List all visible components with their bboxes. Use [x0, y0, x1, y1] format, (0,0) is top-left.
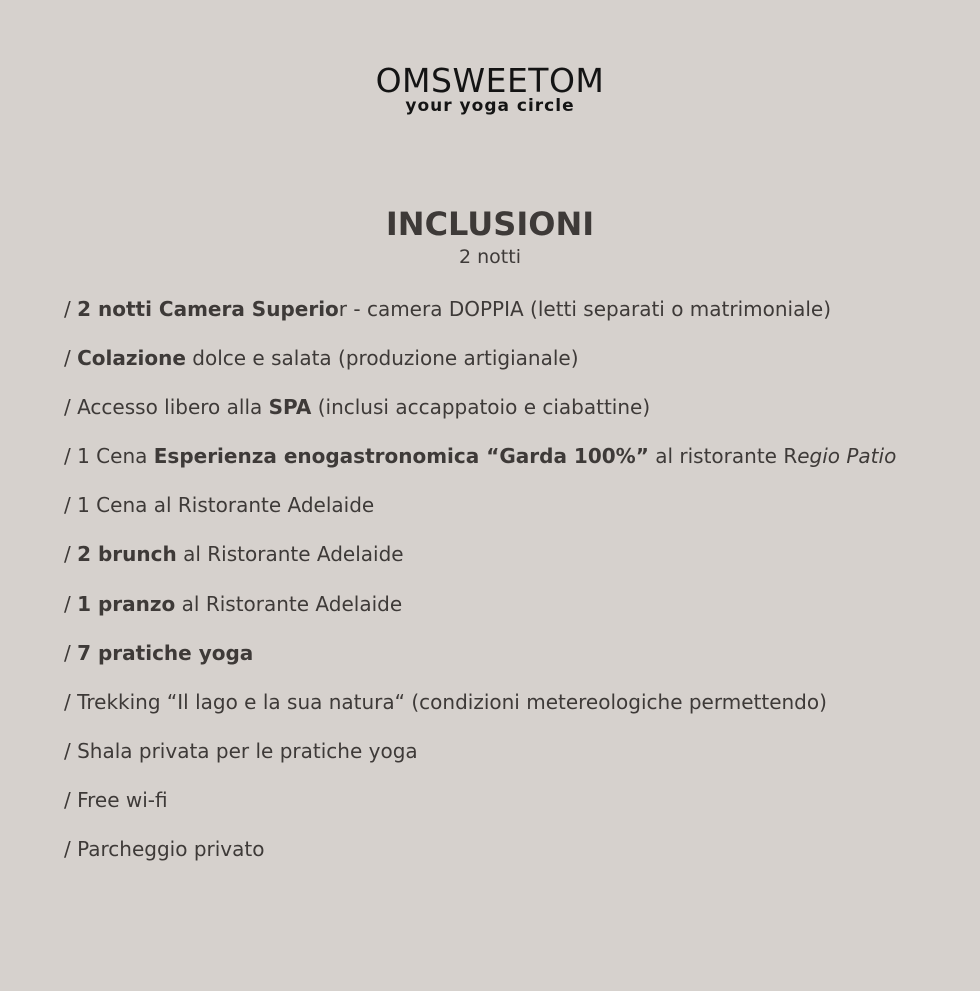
list-item-text: / — [64, 591, 78, 616]
list-item-text: / Parcheggio privato — [64, 837, 265, 862]
page-title: INCLUSIONI — [385, 205, 595, 243]
list-item — [64, 785, 964, 834]
list-item-text: / Accesso libero alla — [64, 395, 269, 420]
list-item — [64, 638, 964, 687]
list-item-text: / — [64, 297, 78, 321]
list-item — [64, 834, 964, 883]
list-item-text: / Shala privata per le pratiche yoga — [64, 738, 418, 763]
inclusions-list — [64, 294, 964, 883]
list-item-bold-text: SPA — [268, 395, 312, 420]
list-item-bold-text: 2 brunch — [77, 542, 177, 567]
list-item-bold-text: Esperienza enogastronomica “Garda 100%” — [153, 444, 649, 469]
logo — [0, 61, 980, 116]
list-item — [64, 294, 964, 343]
list-item — [64, 589, 964, 638]
list-item — [64, 441, 964, 490]
list-item-text: dolce e salata (produzione artigianale) — [185, 346, 579, 371]
list-item-text: / — [64, 346, 78, 371]
list-item-text: r - camera DOPPIA (letti separati o matrimoniale) — [338, 297, 832, 321]
list-item-text: / Free wi-fi — [64, 787, 168, 812]
list-item-bold-text: 1 pranzo — [77, 591, 176, 616]
list-item — [64, 539, 964, 588]
page-subtitle: 2 notti — [459, 246, 521, 268]
list-item — [64, 687, 964, 736]
list-item-text: (inclusi accappatoio e ciabattine) — [311, 395, 651, 420]
page-heading — [0, 204, 980, 270]
list-item-text: / — [64, 542, 78, 567]
list-item-text: al Ristorante Adelaide — [176, 542, 404, 567]
list-item-text: / Trekking “Il lago e la sua natura“ (condizioni metereologiche permettendo) — [64, 689, 827, 714]
list-item — [64, 392, 964, 441]
list-item-text: al ristorante R — [648, 444, 798, 469]
list-item-text: al Ristorante Adelaide — [175, 591, 403, 616]
list-item-text: / 1 Cena al Ristorante Adelaide — [64, 493, 375, 518]
list-item — [64, 343, 964, 392]
list-item-text: / — [64, 640, 78, 665]
list-item — [64, 490, 964, 539]
list-item — [64, 736, 964, 785]
logo-tagline: your yoga circle — [405, 96, 575, 116]
list-item-bold-text: 7 pratiche yoga — [77, 640, 254, 665]
list-item-italic-text: egio Patio — [797, 444, 897, 469]
list-item-bold-text: Colazione — [77, 346, 186, 371]
logo-wordmark: OMSWEETOM — [375, 61, 605, 100]
list-item-bold-text: 2 notti Camera Superio — [77, 297, 339, 321]
list-item-text: / 1 Cena — [64, 444, 154, 469]
